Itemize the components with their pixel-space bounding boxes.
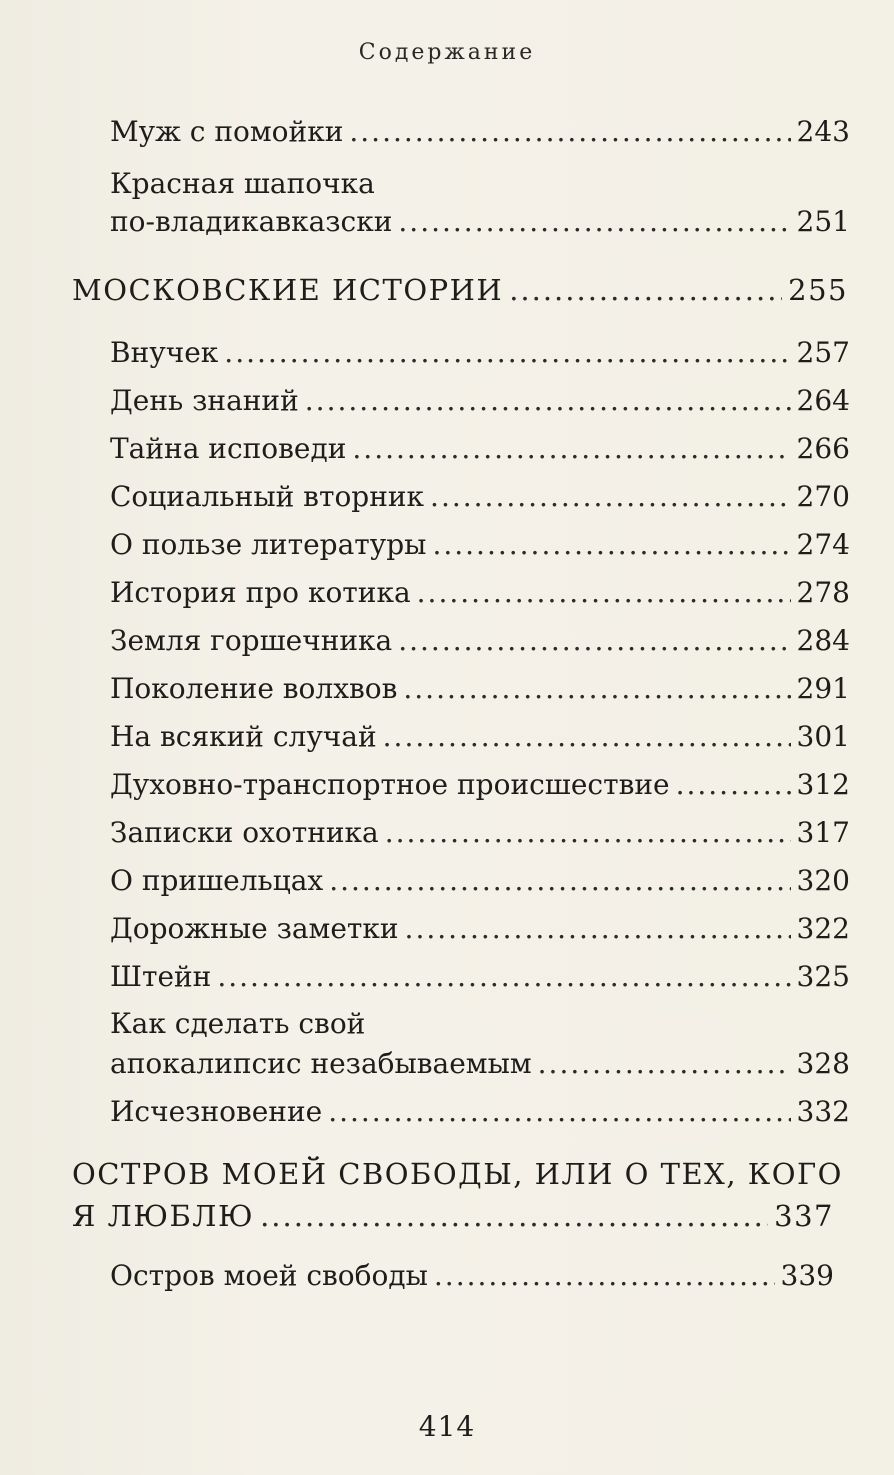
dot-leader: [260, 1198, 768, 1234]
toc-entry-page: 264: [796, 384, 850, 417]
toc-entry: [110, 863, 850, 899]
dot-leader: [305, 383, 791, 419]
toc-entry-title: На всякий случай: [110, 720, 377, 753]
dot-leader: [676, 767, 791, 803]
toc-entry-page: 284: [796, 624, 850, 657]
dot-leader: [329, 863, 790, 899]
toc-entry: [110, 671, 850, 707]
toc-section: [72, 272, 848, 308]
toc-entry-page: 325: [796, 960, 850, 993]
dot-leader: [217, 959, 790, 995]
toc-entry: [110, 383, 850, 419]
dot-leader: [328, 1094, 790, 1130]
toc-entry-page: 328: [796, 1047, 850, 1080]
toc-entry-title: День знаний: [110, 384, 299, 417]
toc-entry-page: 257: [796, 336, 850, 369]
dot-leader: [398, 623, 790, 659]
dot-leader: [405, 911, 791, 947]
toc-entry-page: 266: [796, 432, 850, 465]
toc-entry-page: 291: [796, 672, 850, 705]
dot-leader: [398, 204, 790, 240]
toc-entry-title: Муж с помойки: [110, 115, 344, 148]
toc-entry: [110, 431, 850, 467]
toc-entry-page: 251: [796, 205, 850, 238]
toc-entry-page: 317: [796, 816, 850, 849]
toc-entry: [110, 335, 850, 371]
toc-entry: [110, 527, 850, 563]
page-number: 414: [418, 1410, 476, 1443]
dot-leader: [352, 431, 790, 467]
toc-entry-page: 320: [796, 864, 850, 897]
dot-leader: [349, 114, 790, 150]
dot-leader: [417, 575, 791, 611]
toc-entry-title: Поколение волхвов: [110, 672, 398, 705]
toc-section-page: 255: [788, 273, 848, 307]
toc-entry: [110, 911, 850, 947]
toc-entry-title: Социальный вторник: [110, 480, 425, 513]
toc-entry-page: 243: [796, 115, 850, 148]
toc-entry-title: Тайна исповеди: [110, 432, 347, 465]
dot-leader: [403, 671, 790, 707]
toc-entry-title: Записки охотника: [110, 816, 379, 849]
toc-entry-title: Исчезновение: [110, 1095, 323, 1128]
dot-leader: [430, 479, 791, 515]
toc-entry-title: Духовно-транспортное происшествие: [110, 768, 670, 801]
toc-entry-title: Остров моей свободы: [110, 1259, 428, 1292]
toc-entry-title: О пришельцах: [110, 864, 324, 897]
toc-entry-page: 332: [796, 1095, 850, 1128]
toc-entry: [110, 575, 850, 611]
dot-leader: [224, 335, 790, 371]
toc-entry: [110, 479, 850, 515]
toc-entry: [110, 1046, 850, 1082]
dot-leader: [509, 272, 782, 308]
toc-entry-page: 278: [796, 576, 850, 609]
toc-entry-title: Дорожные заметки: [110, 912, 399, 945]
toc-entry-page: 322: [796, 912, 850, 945]
toc-entry-title-line1: Красная шапочка: [110, 167, 375, 200]
dot-leader: [385, 815, 791, 851]
toc-entry: [110, 1258, 834, 1294]
toc-entry-page: 301: [796, 720, 850, 753]
toc-entry: [110, 719, 850, 755]
toc-entry: [110, 959, 850, 995]
dot-leader: [538, 1046, 791, 1082]
toc-entry-page: 274: [796, 528, 850, 561]
running-head: Содержание: [358, 40, 536, 65]
toc-entry: [110, 1094, 850, 1130]
toc-entry-page: 312: [796, 768, 850, 801]
toc-entry-title: по-владикавказски: [110, 205, 393, 238]
toc-section: [72, 1198, 834, 1234]
toc-entry: [110, 815, 850, 851]
toc-entry: [110, 767, 850, 803]
toc-section-title: Я ЛЮБЛЮ: [72, 1199, 255, 1233]
toc-entry-title: История про котика: [110, 576, 411, 609]
toc-section-page: 337: [774, 1199, 834, 1233]
toc-entry-title: О пользе литературы: [110, 528, 427, 561]
dot-leader: [383, 719, 791, 755]
toc-entry-title: Земля горшечника: [110, 624, 393, 657]
dot-leader: [434, 1258, 775, 1294]
toc-section-title: МОСКОВСКИЕ ИСТОРИИ: [72, 273, 504, 307]
toc-entry: [110, 623, 850, 659]
toc-entry-title: апокалипсис незабываемым: [110, 1047, 532, 1080]
toc-entry: [110, 114, 850, 150]
toc-entry: [110, 204, 850, 240]
toc-entry-title-line1: Как сделать свой: [110, 1007, 366, 1040]
toc-section-title-line1: ОСТРОВ МОЕЙ СВОБОДЫ, ИЛИ О ТЕХ, КОГО: [72, 1157, 843, 1191]
toc-entry-page: 339: [780, 1259, 834, 1292]
toc-entry-title: Штейн: [110, 960, 212, 993]
dot-leader: [432, 527, 790, 563]
toc-entry-title: Внучек: [110, 336, 219, 369]
toc-entry-page: 270: [796, 480, 850, 513]
